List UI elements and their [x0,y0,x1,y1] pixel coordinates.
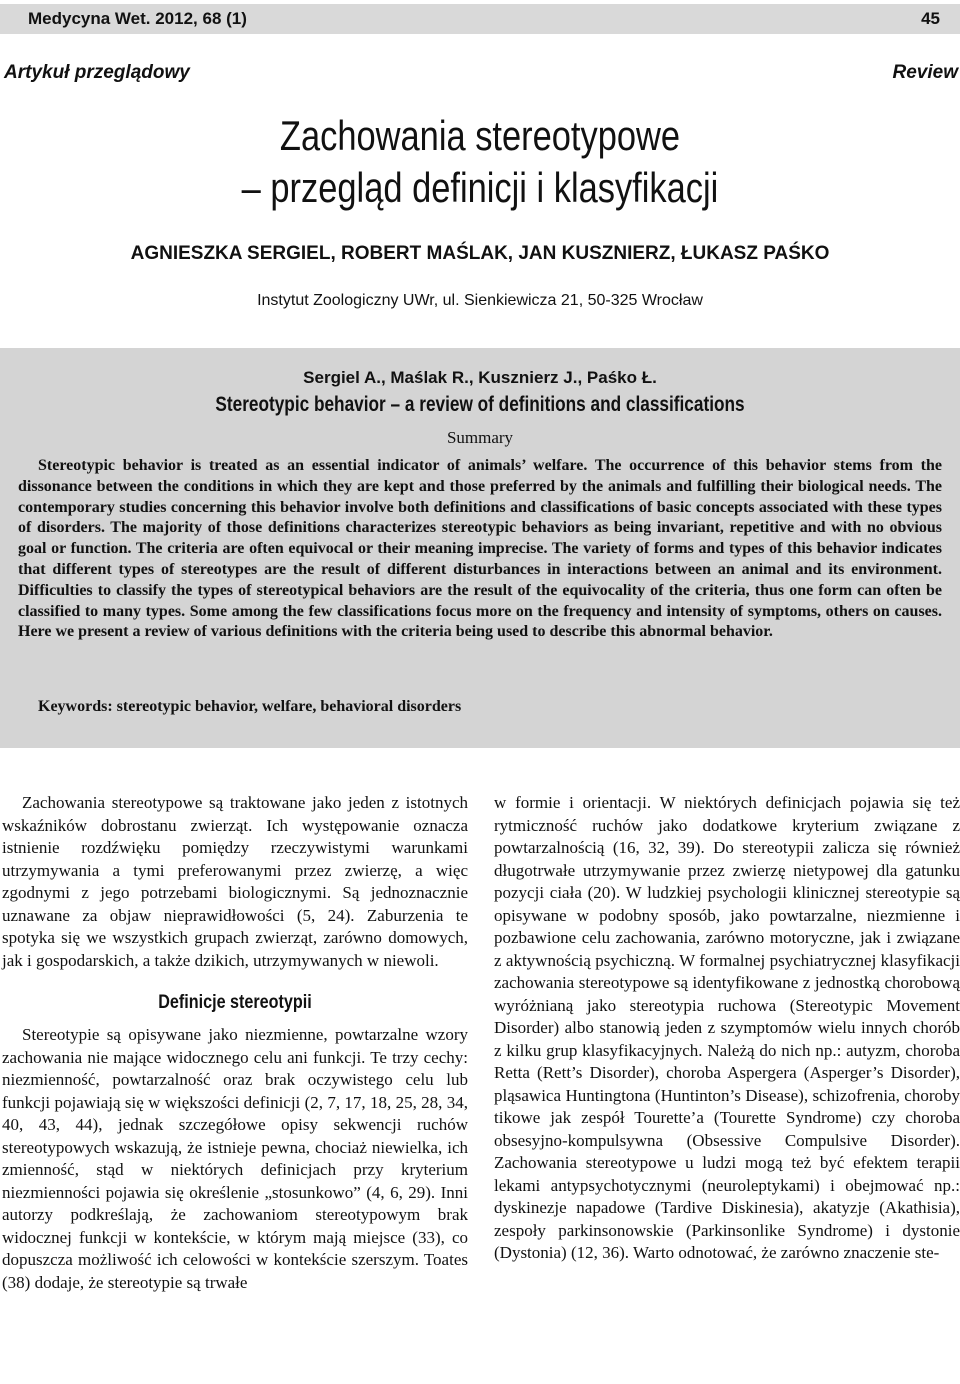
journal-citation: Medycyna Wet. 2012, 68 (1) [28,9,247,28]
review-tag: Review [892,62,958,83]
section-heading: Definicje stereotypii [158,992,312,1013]
authors: AGNIESZKA SERGIEL, ROBERT MAŚLAK, JAN KUSZNIERZ, ŁUKASZ PAŚKO [130,243,830,264]
summary-box [0,348,960,748]
article-type: Artykuł przeglądowy [4,62,190,83]
body-paragraph: w formie i orientacji. W niektórych definicjach pojawia się też rytmiczność ruchów jako dodatkowe kryterium związane z powtarzalnością (16, 32, 39). Do stereotypii zalicza się również długotrwałe utrzymywanie przez zwierzę nietypowej dla gatunku pozycji ciała (20). W ludzkiej psychologii klinicznej stereotypie są opisywane w podobny sposób, jako powtarzalne, niezmienne i pozbawione celu zachowania, zarówno motoryczne, jak i związane z aktywnością psychiczną. W formalnej psychiatrycznej klasyfikacji zachowania stereotypowe są identyfikowane z jednostką chorobową wyróżnianą jako stereotypia ruchowa (Stereotypic Movement Disorder) albo stanowią jeden z szymptomów wielu innych chorób z kilku grup klasyfikacyjnych. Należą do nich np.: autyzm, choroba Retta (Rett’s Disorder), choroba Aspergera (Asperger’s Disorder), pląsawica Huntingtona (Huntinton’s Disease), schizofrenia, choroby tikowe jak zespół Tourette’a (Tourette Syndrome) czy choroba obsesyjno-kompulsywna (Obsessive Compulsive Disorder). Zachowania stereotypowe u ludzi mogą też być efektem terapii lekami antypsychotycznymi (neuroleptykami) i obejmować np.: dyskinezje napadowe (Tardive Diskinesia), akatyzje (Akathisia), zespoły parkinsonowskie (Parkinsonlike Syndrome) i dystonie (Dystonia) (12, 36). Warto odnotować, że zarówno znaczenie ste- [494,793,960,1262]
summary-authors: Sergiel A., Maślak R., Kusznierz J., Paśko Ł. [303,368,657,387]
body-paragraph: Stereotypie są opisywane jako niezmienne, powtarzalne wzory zachowania nie mające widocznego celu ani funkcji. Te trzy cechy: niezmienność, powtarzalność oraz brak oczywistego celu lub funkcji pojawiają się w większości definicji (2, 7, 17, 18, 25, 28, 34, 40, 43, 44), jednak szczegółowe opisy sekwencji ruchów stereotypowych wskazują, że istnieje pewna, chociaż niewielka, ich zmienność, stąd w niektórych definicjach przy kryterium niezmienności pojawia się określenie „stosunkowo” (4, 6, 29). Inni autorzy podkreślają, że zachowaniom stereotypowym brak widocznej funkcji w kontekście, w którym mają miejsce (33), co dopuszcza możliwość ich celowości w kontekście szerszym. Toates (38) dodaje, że stereotypie są trwałe [2,1025,468,1292]
title-line-1: Zachowania stereotypowe [279,112,681,159]
running-header [0,4,960,34]
keywords: Keywords: stereotypic behavior, welfare, behavioral disorders [38,698,462,715]
body-column-left [2,792,468,1294]
body-paragraph: Zachowania stereotypowe są traktowane jako jeden z istotnych wskaźników dobrostanu zwierząt. Ich występowanie oznacza istnienie rozdźwięku pomiędzy rzeczywistymi warunkami utrzymywania a tymi preferowanymi przez zwierzę, a więc zgodnymi z jego potrzebami biologicznymi. Są jednoznacznie uznawane za objaw nieprawidłowości (5, 24). Zaburzenia te spotyka się we wszystkich grupach zwierząt, zarówno domowych, jak i gospodarskich, a także dzikich, utrzymywanych w niewoli. [2,793,468,970]
affiliation: Instytut Zoologiczny UWr, ul. Sienkiewicza 21, 50-325 Wrocław [257,292,703,309]
body-column-right [494,792,960,1265]
summary-heading: Summary [446,428,514,447]
summary-text: Stereotypic behavior is treated as an essential indicator of animals’ welfare. The occurrence of this behavior stems from the dissonance between the conditions in which they are kept and those preferred by the animals and fulfilling their biological needs. The contemporary studies concerning this behavior involve both definitions and classifications of basic concepts associated with these types of disorders. The majority of those definitions characterizes stereotypic behaviors as being invariant, repetitive and with no obvious goal or function. The criteria are often equivocal or their meaning imprecise. The variety of forms and types of this behavior indicates that different types of stereotypes are the result of different disturbances in interactions between an animal and its environment. Difficulties to classify the types of stereotypical behaviors are the result of the equivocality of the criteria, thus one form can often be classified to many types. Some among the few classifications focus more on the frequency and intensity of symptoms, others on causes. Here we present a review of various definitions with the criteria being used to describe this abnormal behavior. [18,457,942,641]
title-line-2: – przegląd definicji i klasyfikacji [241,164,719,211]
article-title [86,110,873,214]
page-number: 45 [921,9,940,28]
summary-title: Stereotypic behavior – a review of definitions and classifications [215,393,745,416]
